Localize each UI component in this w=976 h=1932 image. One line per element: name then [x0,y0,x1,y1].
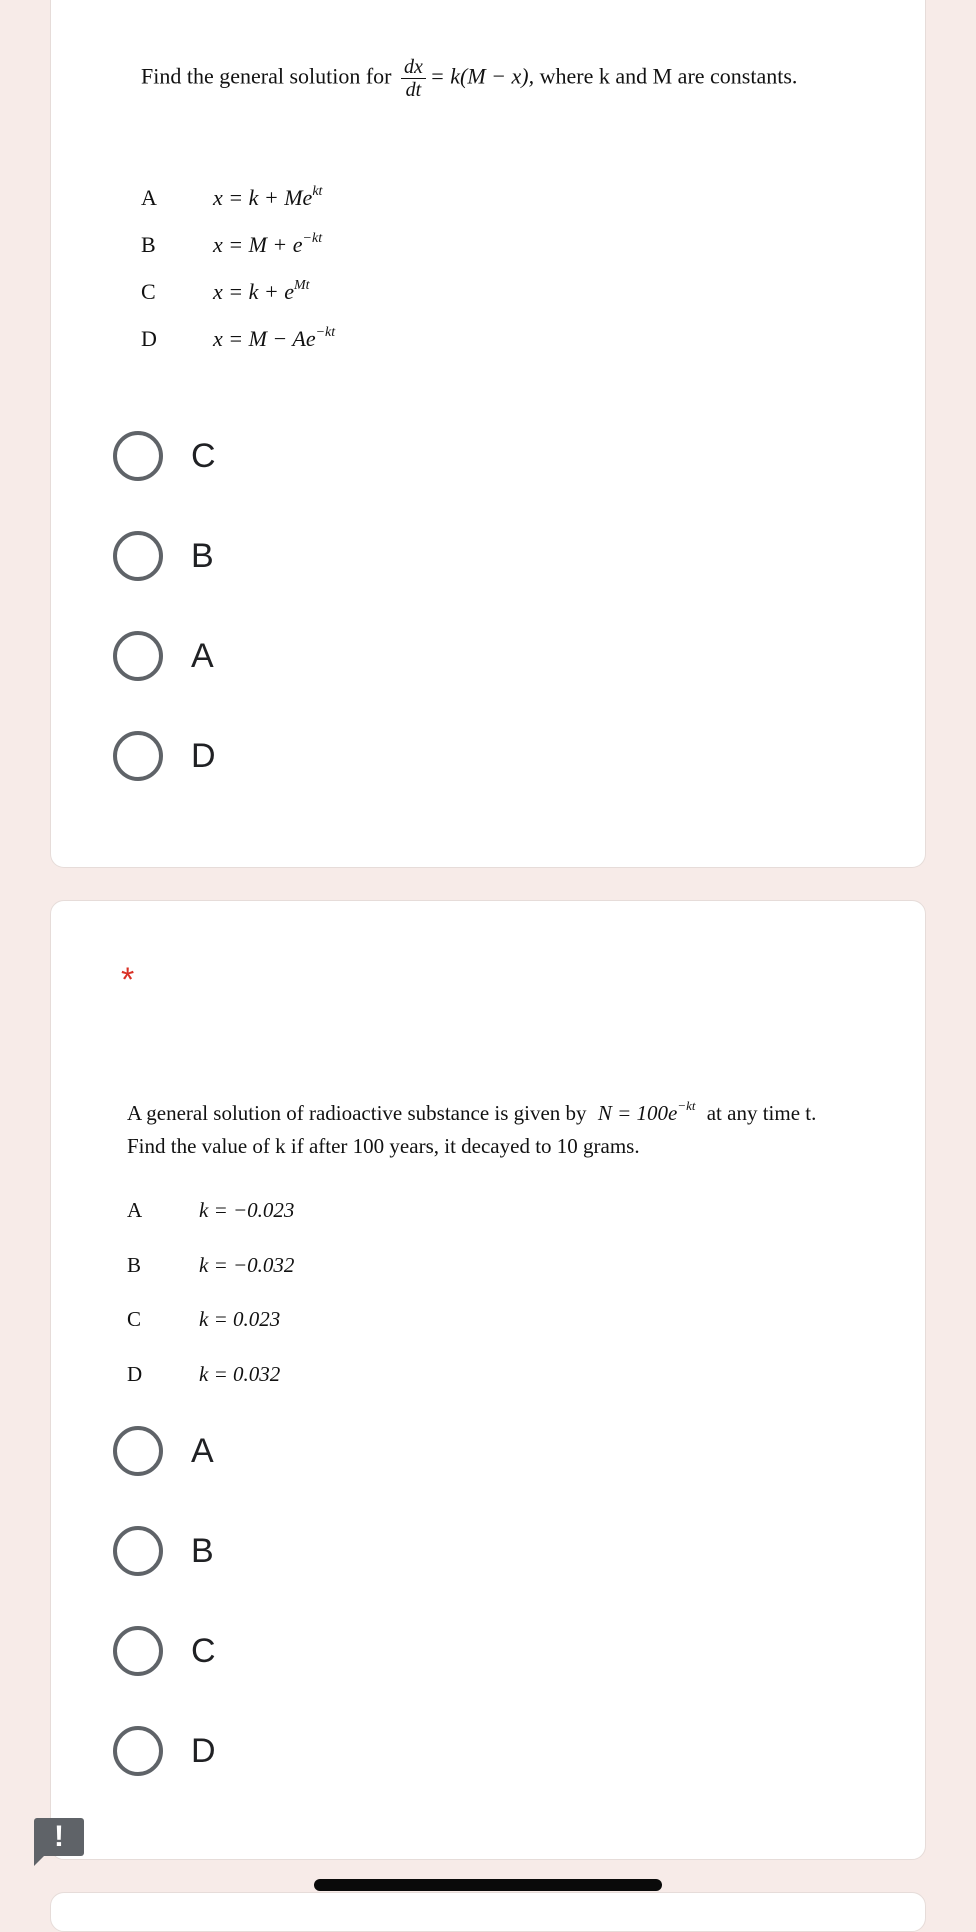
radio-circle[interactable] [113,531,163,581]
radio-circle[interactable] [113,1526,163,1576]
option-row-a: A k = −0.023 [127,1198,295,1222]
option-row-b: B $x = M + e^{-kt}$ [141,231,323,257]
radio-option-a[interactable]: A [113,1426,214,1476]
option-row-d: D k = 0.032 [127,1362,281,1386]
report-feedback-button[interactable] [34,1818,84,1864]
question-2-line-2: Find the value of k if after 100 years, it decayed to 10 grams. [127,1134,640,1158]
question-card-2 [50,900,926,1860]
exclamation-icon: ! [54,1820,64,1853]
radio-circle[interactable] [113,431,163,481]
radio-option-d[interactable]: D [113,1726,216,1776]
radio-circle[interactable] [113,1726,163,1776]
radio-option-b[interactable]: B [113,531,214,581]
fraction-dx-dt: $\frac{dx}{dt}$ [401,56,426,101]
question-1-text: Find the general solution for $\frac{dx}{dt}$ = k(M − x), where k and M are constants. [141,56,798,101]
question-2-line-1: A general solution of radioactive substance is given by $N = 100e^{-kt}$ at any time t. [127,1098,817,1125]
radio-option-c[interactable]: C [113,1626,216,1676]
option-row-b: B k = −0.032 [127,1253,295,1277]
radio-circle[interactable] [113,731,163,781]
radio-circle[interactable] [113,1626,163,1676]
radio-option-d[interactable]: D [113,731,216,781]
required-asterisk: * [121,961,135,999]
option-row-d: D $x = M - Ae^{-kt}$ [141,325,336,351]
radio-option-c[interactable]: C [113,431,216,481]
radio-option-a[interactable]: A [113,631,214,681]
option-row-a: A $x = k + Me^{kt}$ [141,184,323,210]
option-row-c: C k = 0.023 [127,1307,281,1331]
radio-option-b[interactable]: B [113,1526,214,1576]
radio-circle[interactable] [113,1426,163,1476]
next-card-edge [50,1892,926,1932]
home-indicator[interactable] [314,1879,662,1891]
option-row-c: C $x = k + e^{Mt}$ [141,278,310,304]
question-card-1 [50,0,926,868]
radio-circle[interactable] [113,631,163,681]
